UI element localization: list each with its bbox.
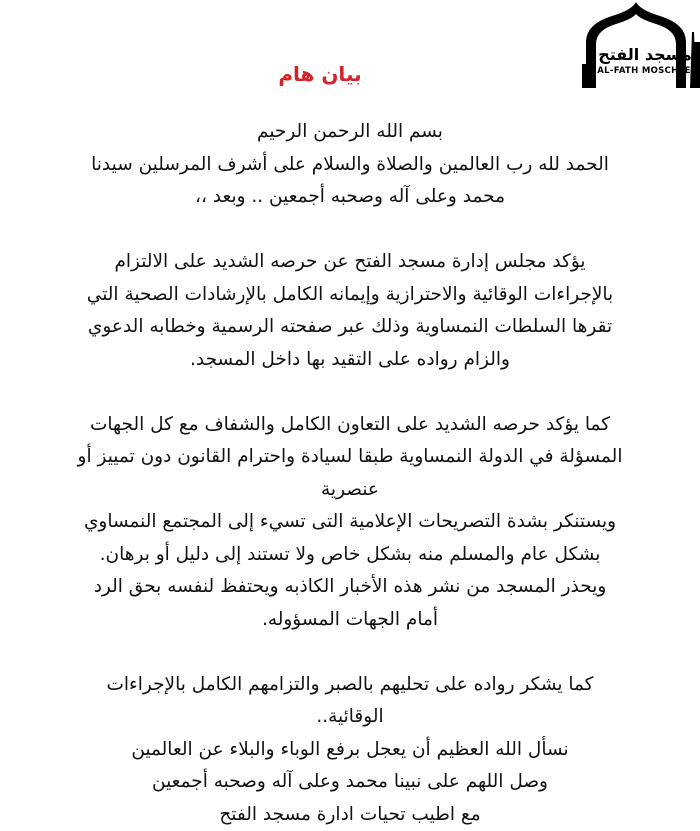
text-line: تقرها السلطات النمساوية وذلك عبر صفحته الرسمية وخطابه الدعوي xyxy=(10,311,690,344)
text-line: محمد وعلى آله وصحبه أجمعين .. وبعد ،، xyxy=(10,181,690,214)
statement-body xyxy=(10,116,690,831)
paragraph-gap xyxy=(10,214,690,247)
paragraph-cooperation xyxy=(10,409,690,637)
logo-latin-name: AL-FATH MOSCHEE xyxy=(592,66,696,76)
text-line: وصل اللهم على نبينا محمد وعلى آله وصحبه أجمعين xyxy=(10,766,690,799)
statement-title: بيان هام xyxy=(200,62,440,86)
text-line: بشكل عام والمسلم منه بشكل خاص ولا تستند إلى دليل أو برهان. xyxy=(10,539,690,572)
logo-arabic-name: مسجد الفتح xyxy=(594,45,696,64)
paragraph-gap xyxy=(10,636,690,669)
text-line: كما يؤكد حرصه الشديد على التعاون الكامل والشفاف مع كل الجهات xyxy=(10,409,690,442)
mosque-logo xyxy=(572,2,700,88)
paragraph-opening xyxy=(10,116,690,214)
text-line: الحمد لله رب العالمين والصلاة والسلام على أشرف المرسلين سيدنا xyxy=(10,149,690,182)
text-line: المسؤلة في الدولة النمساوية طبقا لسيادة واحترام القانون دون تمييز أو xyxy=(10,441,690,474)
text-line: بسم الله الرحمن الرحيم xyxy=(10,116,690,149)
paragraph-closing xyxy=(10,669,690,831)
paragraph-commitment xyxy=(10,246,690,376)
text-line: والزام رواده على التقيد بها داخل المسجد. xyxy=(10,344,690,377)
text-line: يؤكد مجلس إدارة مسجد الفتح عن حرصه الشديد على الالتزام xyxy=(10,246,690,279)
text-line: كما يشكر رواده على تحليهم بالصبر والتزامهم الكامل بالإجراءات xyxy=(10,669,690,702)
paragraph-gap xyxy=(10,376,690,409)
text-line: بالإجراءات الوقائية والاحترازية وإيمانه الكامل بالإرشادات الصحية التي xyxy=(10,279,690,312)
text-line: الوقائية.. xyxy=(10,701,690,734)
text-line: ويحذر المسجد من نشر هذه الأخبار الكاذبه ويحتفظ لنفسه بحق الرد xyxy=(10,571,690,604)
text-line: مع اطيب تحيات ادارة مسجد الفتح xyxy=(10,799,690,831)
text-line: نسأل الله العظيم أن يعجل برفع الوباء والبلاء عن العالمين xyxy=(10,734,690,767)
text-line: عنصرية xyxy=(10,474,690,507)
text-line: أمام الجهات المسؤوله. xyxy=(10,604,690,637)
text-line: ويستنكر بشدة التصريحات الإعلامية التى تسيء إلى المجتمع النمساوي xyxy=(10,506,690,539)
